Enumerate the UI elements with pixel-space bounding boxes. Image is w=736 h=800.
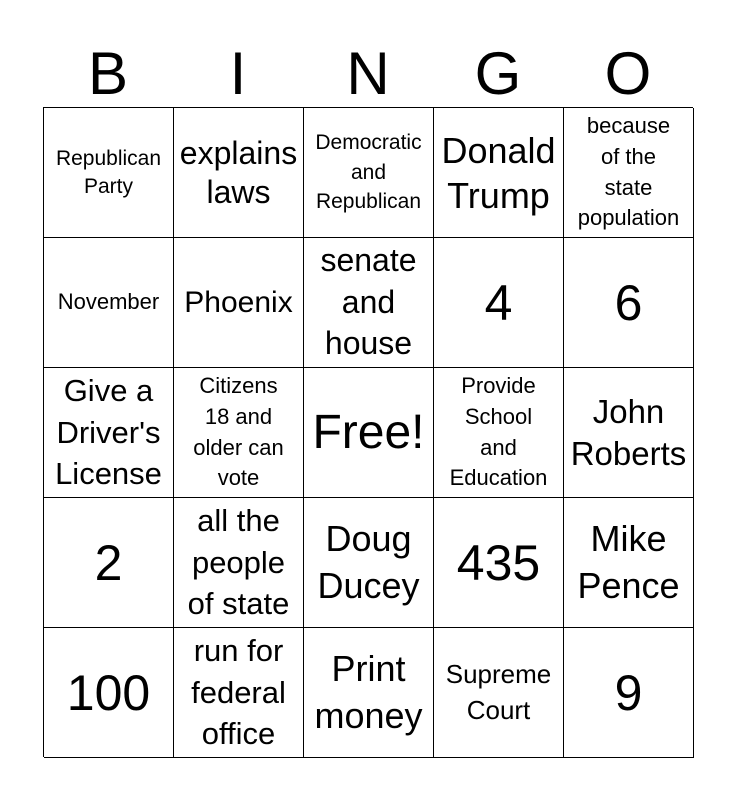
bingo-cell[interactable]	[44, 628, 174, 758]
bingo-cell[interactable]	[564, 238, 694, 368]
bingo-cell-label: 435	[456, 534, 541, 591]
bingo-cell-label: Supreme Court	[445, 659, 552, 725]
bingo-cell[interactable]	[44, 498, 174, 628]
bingo-cell-label: 4	[484, 274, 513, 331]
bingo-cell-label: 2	[94, 534, 123, 591]
header-letter-o: O	[604, 40, 652, 107]
bingo-board	[43, 107, 693, 757]
bingo-cell-label: Mike Pence	[577, 517, 680, 606]
bingo-header	[43, 42, 693, 106]
bingo-cell-label: Print money	[314, 647, 423, 736]
bingo-cell-label: Give a Driver's License	[55, 372, 162, 492]
bingo-cell[interactable]	[564, 498, 694, 628]
bingo-cell-label: run for federal office	[191, 632, 286, 752]
bingo-cell[interactable]	[304, 628, 434, 758]
bingo-cell[interactable]	[44, 368, 174, 498]
bingo-cell[interactable]	[174, 238, 304, 368]
bingo-cell[interactable]	[174, 108, 304, 238]
bingo-cell[interactable]	[434, 628, 564, 758]
bingo-cell-label: John Roberts	[570, 393, 687, 472]
bingo-cell-label: Provide School and Education	[449, 372, 548, 491]
bingo-cell[interactable]	[174, 368, 304, 498]
bingo-cell-label: Free!	[312, 405, 425, 459]
bingo-cell[interactable]	[304, 108, 434, 238]
bingo-cell-label: all the people of state	[187, 502, 290, 622]
bingo-cell[interactable]	[434, 108, 564, 238]
bingo-cell[interactable]	[44, 238, 174, 368]
bingo-cell-label: Republican Party	[55, 147, 162, 198]
bingo-cell[interactable]	[304, 368, 434, 498]
header-letter-g: G	[474, 40, 522, 107]
bingo-cell-label: explains laws	[179, 135, 298, 210]
bingo-cell-label: 100	[66, 664, 151, 721]
bingo-cell-label: Doug Ducey	[317, 517, 420, 606]
header-letter-i: I	[229, 40, 247, 107]
bingo-cell[interactable]	[564, 368, 694, 498]
bingo-cell[interactable]	[434, 368, 564, 498]
bingo-cell[interactable]	[304, 498, 434, 628]
bingo-cell[interactable]	[44, 108, 174, 238]
bingo-cell-label: Donald Trump	[441, 129, 556, 216]
bingo-cell-label: November	[57, 289, 160, 315]
bingo-cell-label: 9	[614, 664, 643, 721]
bingo-cell-label: Citizens 18 and older can vote	[193, 372, 284, 491]
header-letter-n: N	[346, 40, 390, 107]
bingo-cell[interactable]	[434, 498, 564, 628]
bingo-cell[interactable]	[434, 238, 564, 368]
bingo-cell[interactable]	[174, 628, 304, 758]
bingo-cell[interactable]	[564, 108, 694, 238]
bingo-cell[interactable]	[174, 498, 304, 628]
bingo-cell-label: because of the state population	[577, 112, 680, 231]
header-letter-b: B	[87, 40, 129, 107]
bingo-cell[interactable]	[304, 238, 434, 368]
bingo-cell-label: 6	[614, 274, 643, 331]
bingo-cell-label: Phoenix	[184, 285, 293, 319]
bingo-cell-label: Democratic and Republican	[315, 131, 422, 214]
bingo-cell[interactable]	[564, 628, 694, 758]
bingo-cell-label: senate and house	[320, 242, 417, 362]
